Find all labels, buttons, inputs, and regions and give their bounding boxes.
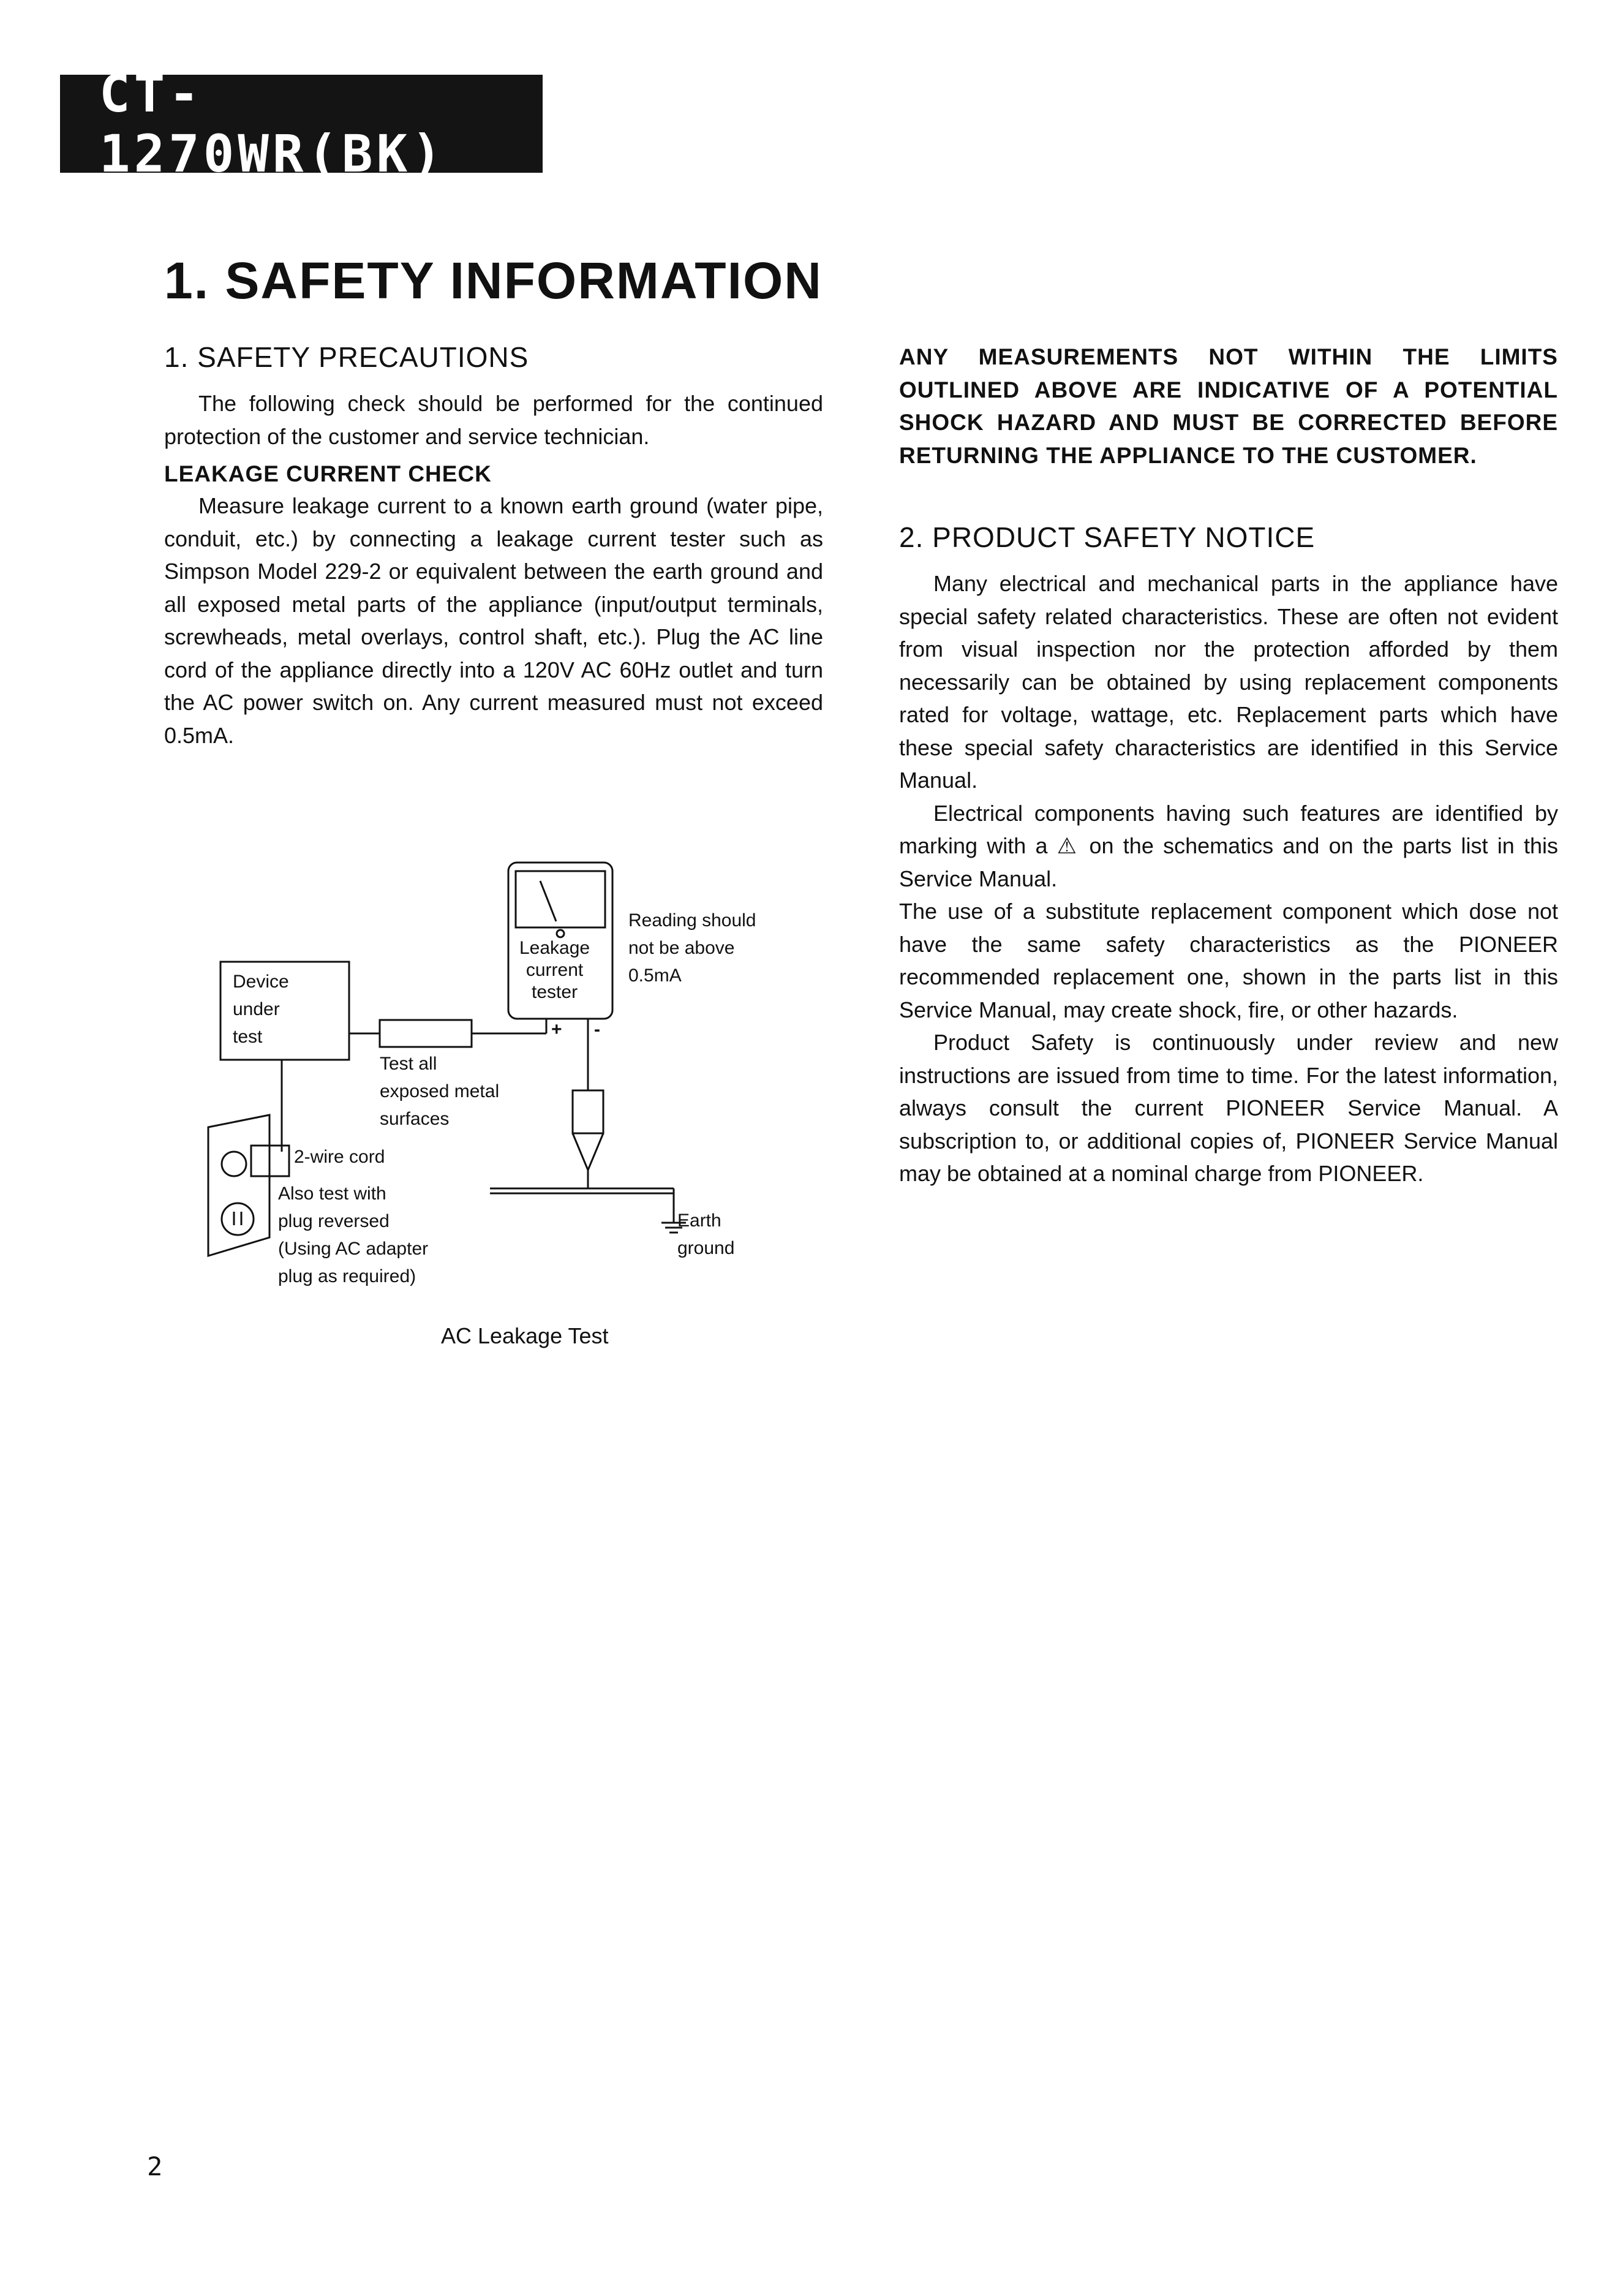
section2-paragraph: Electrical components having such features are identified by marking with a ⚠ on the schematics and on the parts list in this Service Manual. [899, 800, 1558, 891]
reverse-label-line: (Using AC adapter [278, 1239, 429, 1259]
tester-label-line: Leakage [519, 938, 590, 958]
section2-heading: 2. PRODUCT SAFETY NOTICE [899, 521, 1316, 553]
device-label-line: under [233, 999, 280, 1019]
reading-label-line: 0.5mA [628, 965, 682, 986]
test-all-line: surfaces [380, 1109, 450, 1129]
section2-paragraph: Many electrical and mechanical parts in the appliance have special safety related characteristics. These are often not evident from visual inspection nor the protection afforded by them necessarily can be obtained by using replacement components rated for voltage, wattage, etc. Replacement parts which have these special safety characteristics are identified in this Service Manual. [899, 571, 1558, 793]
meter-needle [540, 881, 556, 921]
test-probe [380, 1020, 472, 1047]
device-label-line: test [233, 1027, 263, 1047]
section2-paragraph: Product Safety is continuously under review and new instructions are issued from time to time. For the latest information, always consult the current PIONEER Service Manual. A subscription to, or additional copies of, PIONEER Service Manual may be obtained at a nominal charge from PIONEER. [899, 1030, 1558, 1186]
leakage-check-heading: LEAKAGE CURRENT CHECK [164, 461, 492, 486]
ac-leakage-test-diagram [196, 858, 821, 1311]
minus-terminal: - [594, 1019, 600, 1040]
tester-meter-window [516, 871, 605, 927]
product-safety-section [899, 521, 1558, 1190]
plus-terminal: + [551, 1019, 562, 1040]
tester-label-line: current [525, 960, 584, 980]
tester-label [519, 937, 590, 1003]
earth-ground-line: Earth [677, 1210, 721, 1231]
reading-label-line: not be above [628, 938, 735, 958]
cord-label: 2-wire cord [294, 1147, 385, 1167]
reverse-label-line: plug as required) [278, 1266, 416, 1286]
meter-pivot [557, 930, 564, 937]
section1-intro: The following check should be performed for the continued protection of the customer and service technician. [164, 391, 823, 449]
leakage-check-body: Measure leakage current to a known earth ground (water pipe, conduit, etc.) by connecting a leakage current tester such as Simpson Model 229-2 or equivalent between the earth ground and all exposed metal parts of the appliance (input/output terminals, screwheads, metal overlays, control shaft, etc.). Plug the AC line cord of the appliance directly into a 120V AC 60Hz outlet and turn the AC power switch on. Any current measured must not exceed 0.5mA. [164, 493, 823, 748]
tester-label-line: tester [532, 982, 578, 1002]
diagram-caption: AC Leakage Test [441, 1323, 609, 1348]
reverse-label-line: Also test with [278, 1184, 386, 1204]
reading-label-line: Reading should [628, 910, 756, 931]
hazard-warning: ANY MEASUREMENTS NOT WITHIN THE LIMITS OUTLINED ABOVE ARE INDICATIVE OF A POTENTIAL SHOCK HAZARD AND MUST BE CORRECTED BEFORE RETURNING THE APPLIANCE TO THE CUSTOMER. [899, 344, 1558, 468]
reading-label [628, 907, 756, 989]
page-number: 2 [147, 2151, 163, 2181]
earth-ground-label [677, 1207, 734, 1262]
section1-heading: 1. SAFETY PRECAUTIONS [164, 341, 529, 373]
device-label [233, 968, 289, 1051]
reverse-label [278, 1180, 428, 1290]
model-number-badge: CT-1270WR(BK) [60, 75, 543, 173]
section2-paragraph: The use of a substitute replacement component which dose not have the same safety characteristics as the PIONEER recommended replacement one, shown in the parts list in this Service Manual, may create shock, fire, or other hazards. [899, 899, 1558, 1022]
page-title: 1. SAFETY INFORMATION [164, 252, 823, 309]
ground-clip [573, 1090, 603, 1133]
reverse-label-line: plug reversed [278, 1211, 390, 1231]
earth-ground-line: ground [677, 1238, 735, 1258]
device-label-line: Device [233, 972, 289, 992]
test-all-label [380, 1050, 499, 1133]
test-all-line: exposed metal [380, 1081, 500, 1101]
test-all-line: Test all [380, 1054, 437, 1074]
right-column [899, 341, 1558, 1190]
left-column [164, 341, 823, 752]
